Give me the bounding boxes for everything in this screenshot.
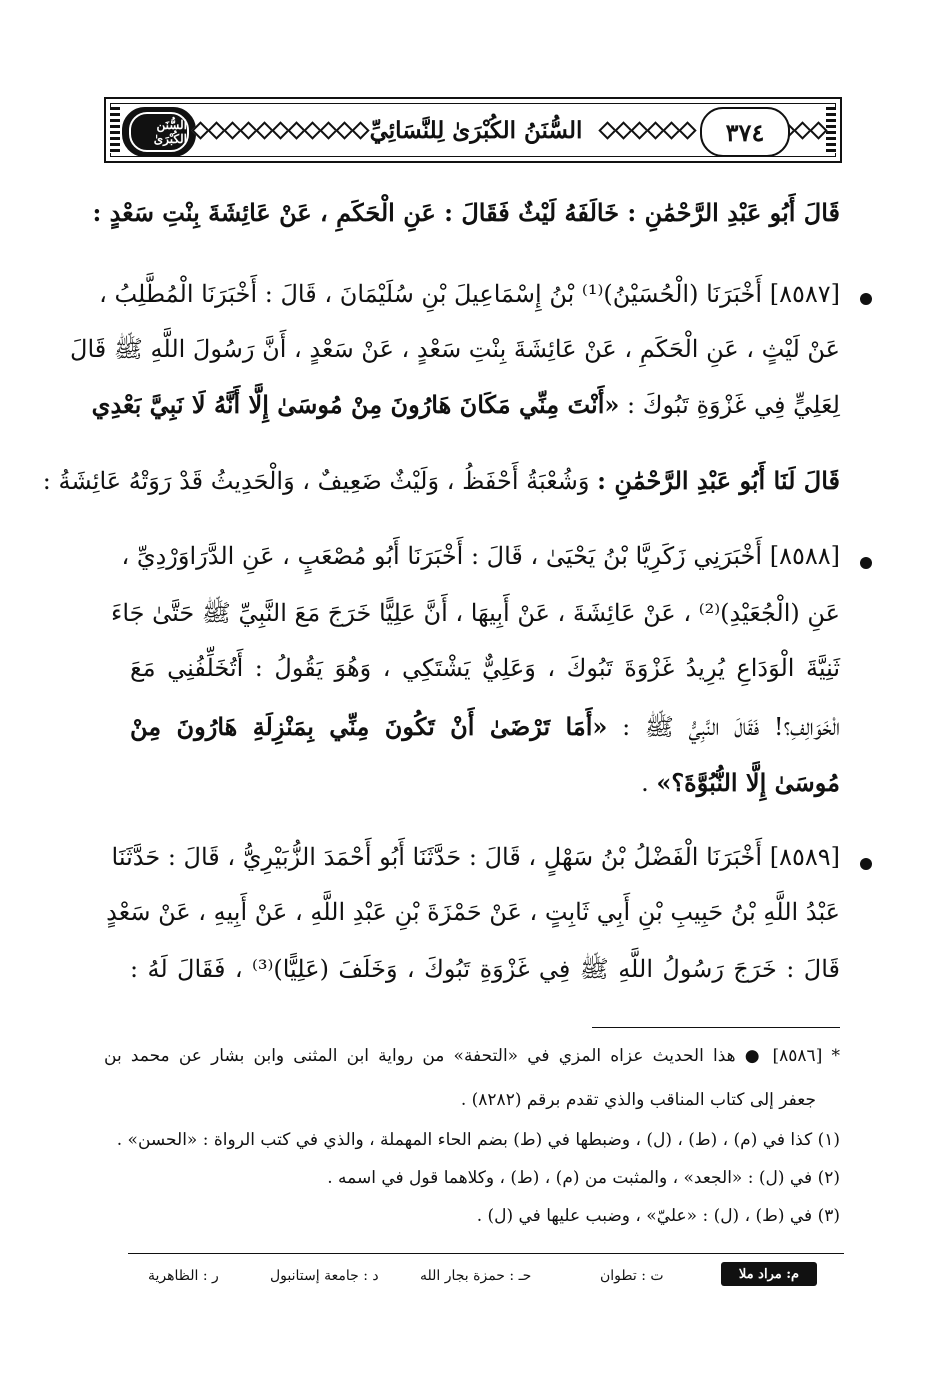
footnote-separator	[592, 1027, 840, 1028]
footnote-main-line-1: * [٨٥٨٦] ● هذا الحديث عزاه المزي في «التحفة» من رواية ابن المثنى وابن بشار عن محمد بن	[104, 1046, 840, 1066]
book-title: السُّنَنُ الكُبْرَىٰ لِلنَّسَائِيِّ	[369, 116, 583, 144]
manuscript-m: م: مراد ملا	[721, 1262, 817, 1286]
hadith-8588-line-4-text: الْخَوَالِفِ؟! فَقَالَ النَّبِيُّ ﷺ :	[622, 713, 840, 741]
manuscript-h: حـ : حمزة بجار الله	[420, 1268, 532, 1284]
footnote-main-line-2: جعفر إلى كتاب المناقب والذي تقدم برقم (٨٢٨٢) .	[460, 1090, 816, 1110]
hadith-bullet	[860, 293, 872, 305]
hadith-8588-line-5	[130, 768, 840, 797]
hadith-8588-line-4	[130, 712, 840, 747]
hadith-8587-line-4	[42, 466, 840, 495]
page-header	[104, 97, 842, 163]
hadith-8587-line-2: عَنْ لَيْثٍ ، عَنِ الْحَكَمِ ، عَنْ عَائِشَةَ بِنْتِ سَعْدٍ ، عَنْ سَعْدٍ ، أَنَّ رَسُولَ اللَّهِ ﷺ قَالَ	[70, 335, 840, 363]
header-corner-ornament-left	[110, 107, 120, 153]
footnote-2: (٢) في (ل) : «الجعد» ، والمثبت من (م) ، (ط) ، وكلاهما قول في اسمه .	[327, 1168, 840, 1188]
book-emblem	[122, 107, 196, 157]
hadith-8588-line-1: [٨٥٨٨] أَخْبَرَنِي زَكَرِيَّا بْنُ يَحْيَىٰ ، قَالَ : أَخْبَرَنَا أَبُو مُصْعَبٍ ، عَنِ الدَّرَاوَرْدِيِّ ،	[121, 542, 840, 570]
hadith-8589-line-2: عَبْدُ اللَّهِ بْنُ حَبِيبِ بْنِ أَبِي ثَابِتٍ ، عَنْ حَمْزَةَ بْنِ عَبْدِ اللَّهِ ، عَنْ أَبِيهِ ، عَنْ سَعْدٍ	[106, 898, 840, 926]
prophet-quote: «أَمَا تَرْضَىٰ أَنْ تَكُونَ مِنِّي بِمَنْزِلَةِ هَارُونَ مِنْ	[130, 712, 608, 741]
prophet-quote: «أَنْتَ مِنِّي مَكَانَ هَارُونَ مِنْ مُوسَىٰ إِلَّا أَنَّهُ لَا نَبِيَّ بَعْدِي	[91, 390, 620, 419]
hadith-bullet	[860, 557, 872, 569]
intro-line: قَالَ أَبُو عَبْدِ الرَّحْمَٰنِ : خَالَفَهُ لَيْثٌ فَقَالَ : عَنِ الْحَكَمِ ، عَنْ عَائِشَةَ بِنْتِ سَعْدٍ :	[92, 198, 840, 227]
footnote-1: (١) كذا في (م) ، (ط) ، (ل) ، وضبطها في (ط) بضم الحاء المهملة ، والذي في كتب الرواة : «الحسن» .	[116, 1130, 840, 1150]
hadith-8589-line-3: قَالَ : خَرَجَ رَسُولُ اللَّهِ ﷺ فِي غَزْوَةِ تَبُوكَ ، وَخَلَفَ (عَلِيًّا)⁽³⁾ ، فَقَالَ لَهُ :	[130, 955, 840, 983]
hadith-8587-line-3	[91, 390, 840, 419]
hadith-8587-line-1: [٨٥٨٧] أَخْبَرَنَا (الْحُسَيْنُ)⁽¹⁾ بْنُ إِسْمَاعِيلَ بْنِ سُلَيْمَانَ ، قَالَ : أَخْبَرَنَا الْمُطَّلِبُ ،	[99, 280, 840, 308]
hadith-8588-line-2: عَنِ (الْجُعَيْدِ)⁽²⁾ ، عَنْ عَائِشَةَ ، عَنْ أَبِيهَا ، أَنَّ عَلِيًّا خَرَجَ مَعَ النَّبِيِّ ﷺ حَتَّىٰ جَاءَ	[111, 599, 840, 627]
hadith-8587-line-3-text: لِعَلِيٍّ فِي غَزْوَةِ تَبُوكَ :	[627, 391, 840, 419]
book-emblem-label: السُّنَن الكُبْرَىٰ	[129, 112, 189, 152]
manuscript-d: د : جامعة إستانبول	[270, 1268, 379, 1284]
hadith-8588-line-3: ثَنِيَّةَ الْوَدَاعِ يُرِيدُ غَزْوَةَ تَبُوكَ ، وَعَلِيٌّ يَشْتَكِي ، وَهُوَ يَقُولُ : أَتُخَلِّفُنِي مَعَ	[130, 654, 840, 682]
page-number: ٣٧٤	[725, 117, 765, 147]
author-comment-label: قَالَ لَنَا أَبُو عَبْدِ الرَّحْمَٰنِ :	[597, 466, 840, 495]
manuscript-r: ر : الظاهرية	[148, 1268, 219, 1284]
page-number-cartouche	[700, 107, 790, 157]
legend-separator	[128, 1253, 844, 1254]
manuscript-t: ت : تطوان	[600, 1268, 664, 1284]
hadith-bullet	[860, 858, 872, 870]
footnote-3: (٣) في (ط) ، (ل) : «عليّ» ، وضبب عليها في (ل) .	[476, 1206, 840, 1226]
header-ornament-chain	[601, 117, 694, 143]
prophet-quote-end: مُوسَىٰ إِلَّا النُّبُوَّةَ؟»	[656, 768, 840, 797]
hadith-8589-line-1: [٨٥٨٩] أَخْبَرَنَا الْفَضْلُ بْنُ سَهْلٍ ، قَالَ : حَدَّثَنَا أَبُو أَحْمَدَ الزُّبَيْرِيُّ ، قَالَ : حَدَّثَنَا	[111, 843, 840, 871]
hadith-8588-line-5-end: .	[641, 769, 657, 797]
author-comment-text: وَشُعْبَةُ أَحْفَظُ ، وَلَيْثٌ ضَعِيفٌ ، وَالْحَدِيثُ قَدْ رَوَتْهُ عَائِشَةُ :	[42, 467, 590, 495]
